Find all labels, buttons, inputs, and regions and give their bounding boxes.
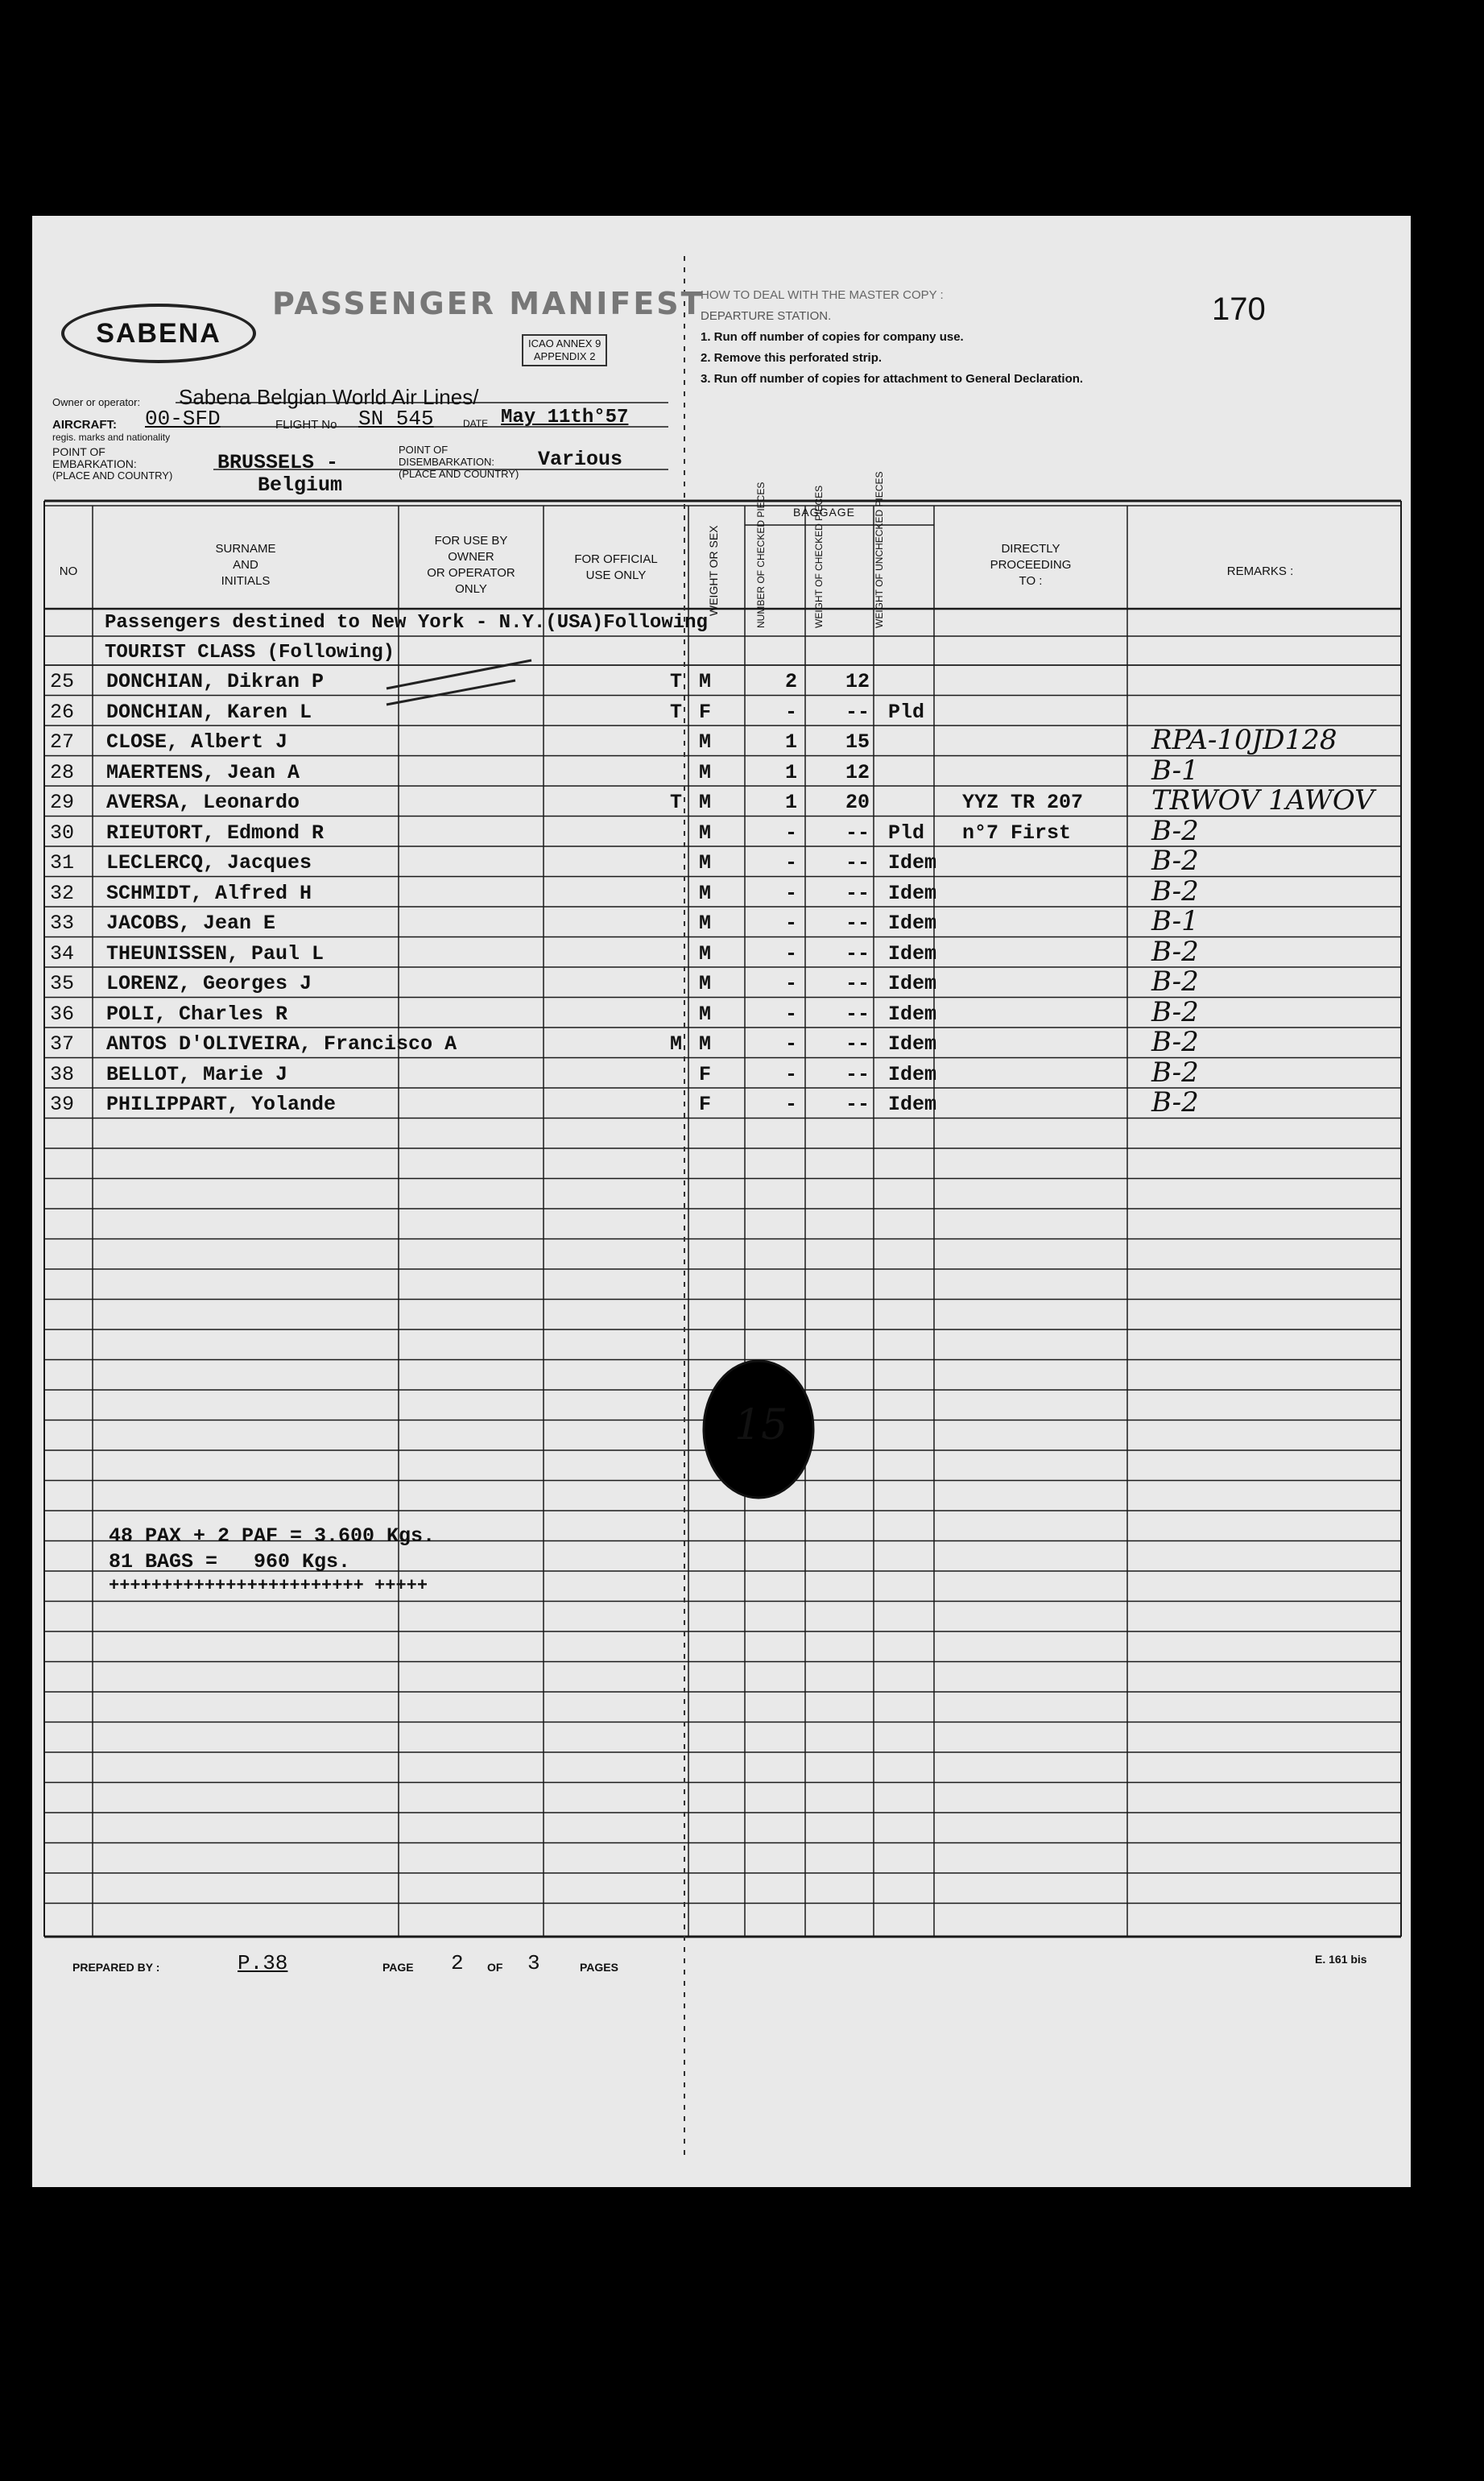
checked-pieces: -: [785, 1032, 798, 1056]
checked-pieces: 1: [785, 760, 798, 784]
sex-value: F: [699, 1062, 712, 1086]
circled-number: 15: [734, 1401, 788, 1449]
sex-value: M: [699, 972, 712, 995]
totals-pax: 48 PAX + 2 PAF = 3.600 Kgs.: [109, 1524, 436, 1548]
checked-pieces: 1: [785, 791, 798, 814]
unchecked-value: Idem: [888, 851, 937, 875]
remark-value: B-2: [1151, 995, 1199, 1028]
checked-pieces: -: [785, 700, 798, 724]
col-unchecked-weight: WEIGHT OF UNCHECKED PIECES: [874, 471, 885, 628]
checked-pieces: 1: [785, 730, 798, 754]
official-mark: T: [670, 670, 683, 693]
date-label: DATE: [463, 418, 489, 429]
col-owner-1: FOR USE BY: [434, 534, 508, 548]
row-number: 29: [50, 791, 75, 814]
passenger-name: BELLOT, Marie J: [106, 1062, 288, 1086]
col-official-1: FOR OFFICIAL: [574, 552, 658, 566]
remark-value: RPA-10JD128: [1151, 724, 1337, 756]
instruction-1: 1. Run off number of copies for company use.: [701, 330, 964, 344]
flight-value: SN 545: [358, 407, 434, 431]
unchecked-value: Idem: [888, 972, 937, 995]
unchecked-value: Idem: [888, 1093, 937, 1116]
embark-value-1: BRUSSELS -: [217, 451, 339, 474]
checked-pieces: 2: [785, 670, 798, 693]
row-number: 34: [50, 941, 75, 966]
col-directly-1: DIRECTLY: [1001, 542, 1060, 556]
checked-weight: --: [845, 912, 870, 935]
passenger-name: AVERSA, Leonardo: [106, 791, 300, 814]
sex-value: M: [699, 912, 712, 935]
prepared-value: P.38: [238, 1951, 288, 1975]
checked-pieces: -: [785, 1002, 798, 1026]
sabena-logo: SABENA: [61, 304, 256, 363]
instruction-3: 3. Run off number of copies for attachment to General Declaration.: [701, 372, 1084, 386]
remark-value: B-2: [1151, 845, 1199, 877]
unchecked-value: Pld: [888, 821, 925, 845]
disembark-label-1: POINT OF: [399, 444, 449, 456]
embark-label-3: (PLACE AND COUNTRY): [52, 469, 173, 482]
checked-pieces: -: [785, 912, 798, 935]
checked-weight: --: [845, 1002, 870, 1026]
remark-value: B-2: [1151, 1026, 1199, 1058]
proceeding-to: YYZ TR 207: [962, 791, 1084, 814]
checked-weight: --: [845, 1093, 870, 1116]
row-number: 27: [50, 730, 75, 754]
checked-weight: --: [845, 972, 870, 995]
icao-box: [522, 334, 607, 366]
remark-value: TRWOV 1AWOV: [1151, 784, 1374, 817]
col-owner: [399, 533, 544, 598]
unchecked-value: Idem: [888, 881, 937, 905]
checked-weight: --: [845, 700, 870, 724]
checked-pieces: -: [785, 941, 798, 966]
col-owner-3: OR OPERATOR: [427, 566, 515, 580]
owner-value: Sabena Belgian World Air Lines/: [179, 385, 479, 409]
col-official: [544, 552, 688, 584]
totals-bags: 81 BAGS = 960 Kgs.: [109, 1550, 351, 1573]
prepared-label: PREPARED BY :: [72, 1961, 160, 1974]
sex-value: F: [699, 700, 712, 724]
proceeding-to: n°7 First: [962, 821, 1072, 845]
official-mark: T: [670, 700, 683, 724]
remark-value: B-2: [1151, 814, 1199, 847]
checked-weight: --: [845, 941, 870, 966]
embark-label-1: POINT OF: [52, 445, 105, 458]
unchecked-value: Idem: [888, 912, 937, 935]
icao-appendix: APPENDIX 2: [533, 350, 596, 362]
checked-pieces: -: [785, 821, 798, 845]
passenger-name: DONCHIAN, Karen L: [106, 700, 312, 724]
owner-label: Owner or operator:: [52, 396, 141, 408]
row-number: 31: [50, 851, 75, 875]
col-weight-sex: WEIGHT OR SEX: [707, 525, 720, 616]
date-value: May 11th°57: [501, 407, 629, 428]
aircraft-value: 00-SFD: [145, 407, 221, 431]
of-value: 3: [527, 1951, 540, 1975]
passenger-name: SCHMIDT, Alfred H: [106, 881, 312, 905]
checked-weight: 12: [845, 670, 870, 693]
remark-value: B-2: [1151, 1056, 1199, 1089]
class-line: TOURIST CLASS (Following): [105, 642, 395, 664]
row-number: 36: [50, 1002, 75, 1026]
row-number: 26: [50, 700, 75, 724]
page-value: 2: [451, 1951, 464, 1975]
official-mark: T: [670, 791, 683, 814]
row-number: 33: [50, 912, 75, 935]
frame-number: 170: [1212, 292, 1266, 327]
remark-value: B-2: [1151, 1086, 1199, 1119]
checked-weight: --: [845, 1032, 870, 1056]
section-line: Passengers destined to New York - N.Y.(USA)Following: [105, 612, 708, 634]
passenger-name: MAERTENS, Jean A: [106, 760, 300, 784]
passenger-name: POLI, Charles R: [106, 1002, 288, 1026]
passenger-name: DONCHIAN, Dikran P: [106, 670, 324, 693]
remark-value: B-2: [1151, 966, 1199, 998]
disembark-value: Various: [538, 448, 623, 471]
icao-annex: ICAO ANNEX 9: [528, 337, 601, 349]
checked-weight: 15: [845, 730, 870, 754]
remark-value: B-2: [1151, 875, 1199, 908]
col-checked-count: NUMBER OF CHECKED PIECES: [755, 482, 767, 628]
col-owner-2: OWNER: [448, 550, 494, 564]
remark-value: B-2: [1151, 935, 1199, 968]
passenger-name: CLOSE, Albert J: [106, 730, 288, 754]
col-official-2: USE ONLY: [585, 569, 647, 582]
passenger-name: LECLERCQ, Jacques: [106, 851, 312, 875]
col-surname-3: INITIALS: [221, 574, 271, 588]
pages-label: PAGES: [580, 1961, 618, 1974]
col-directly-3: TO :: [1019, 574, 1043, 588]
row-number: 30: [50, 821, 75, 845]
col-baggage: BAGGAGE: [793, 506, 856, 519]
sex-value: M: [699, 881, 712, 905]
sex-value: M: [699, 851, 712, 875]
sex-value: M: [699, 670, 712, 693]
col-checked-weight: WEIGHT OF CHECKED PIECES: [813, 485, 825, 628]
checked-weight: --: [845, 851, 870, 875]
sex-value: M: [699, 821, 712, 845]
disembark-label-3: (PLACE AND COUNTRY): [399, 468, 519, 480]
sex-value: M: [699, 791, 712, 814]
checked-weight: --: [845, 821, 870, 845]
passenger-name: RIEUTORT, Edmond R: [106, 821, 324, 845]
unchecked-value: Pld: [888, 700, 925, 724]
flight-label: FLIGHT No: [275, 418, 337, 432]
unchecked-value: Idem: [888, 1002, 937, 1026]
row-number: 38: [50, 1062, 75, 1086]
remark-value: B-1: [1151, 754, 1199, 787]
checked-pieces: -: [785, 1093, 798, 1116]
official-mark: M: [670, 1032, 683, 1056]
manifest-title: PASSENGER MANIFEST: [272, 286, 705, 321]
row-number: 37: [50, 1032, 75, 1056]
sex-value: M: [699, 730, 712, 754]
aircraft-sub: regis. marks and nationality: [52, 432, 171, 443]
unchecked-value: Idem: [888, 1062, 937, 1086]
col-surname: [93, 541, 399, 589]
of-label: OF: [487, 1961, 503, 1974]
col-surname-1: SURNAME: [215, 542, 276, 556]
checked-pieces: -: [785, 881, 798, 905]
checked-weight: 20: [845, 791, 870, 814]
page-label: PAGE: [382, 1961, 414, 1974]
col-no: NO: [59, 564, 78, 578]
sex-value: F: [699, 1093, 712, 1116]
checked-pieces: -: [785, 851, 798, 875]
col-directly-2: PROCEEDING: [990, 558, 1072, 572]
row-number: 35: [50, 972, 75, 995]
remark-value: B-1: [1151, 905, 1199, 937]
passenger-name: LORENZ, Georges J: [106, 972, 312, 995]
checked-weight: 12: [845, 760, 870, 784]
col-directly: [934, 541, 1127, 589]
form-code: E. 161 bis: [1315, 1953, 1367, 1966]
passenger-name: JACOBS, Jean E: [106, 912, 276, 935]
checked-pieces: -: [785, 1062, 798, 1086]
passenger-name: PHILIPPART, Yolande: [106, 1093, 337, 1116]
sex-value: M: [699, 1002, 712, 1026]
col-surname-2: AND: [233, 558, 258, 572]
checked-weight: --: [845, 1062, 870, 1086]
row-number: 25: [50, 670, 75, 693]
row-number: 28: [50, 760, 75, 784]
sex-value: M: [699, 760, 712, 784]
unchecked-value: Idem: [888, 1032, 937, 1056]
instructions-title: HOW TO DEAL WITH THE MASTER COPY :: [701, 288, 944, 302]
checked-pieces: -: [785, 972, 798, 995]
embark-label-2: EMBARKATION:: [52, 457, 137, 470]
col-owner-4: ONLY: [455, 582, 487, 596]
embark-value-2: Belgium: [258, 473, 343, 497]
disembark-label-2: DISEMBARKATION:: [399, 456, 494, 468]
totals-rule: ++++++++++++++++++++++++ +++++: [109, 1576, 428, 1596]
col-remarks: REMARKS :: [1226, 564, 1294, 578]
row-number: 39: [50, 1093, 75, 1116]
aircraft-label: AIRCRAFT:: [52, 418, 117, 432]
unchecked-value: Idem: [888, 941, 937, 966]
sex-value: M: [699, 1032, 712, 1056]
sex-value: M: [699, 941, 712, 966]
instruction-2: 2. Remove this perforated strip.: [701, 351, 883, 365]
passenger-name: THEUNISSEN, Paul L: [106, 941, 324, 966]
passenger-name: ANTOS D'OLIVEIRA, Francisco A: [106, 1032, 457, 1056]
checked-weight: --: [845, 881, 870, 905]
instructions-station: DEPARTURE STATION.: [701, 309, 832, 323]
row-number: 32: [50, 881, 75, 905]
